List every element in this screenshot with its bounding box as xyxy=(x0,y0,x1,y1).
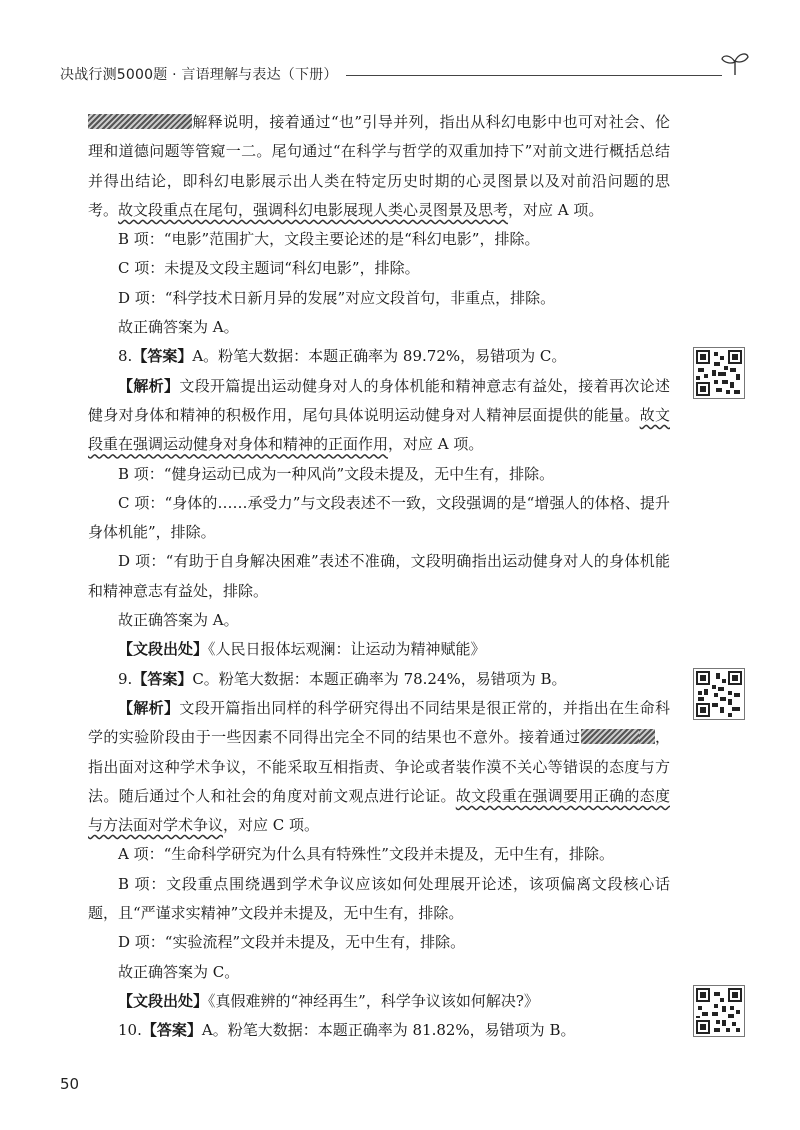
q9-answer: 9.【答案】C。粉笔大数据：本题正确率为 78.24%，易错项为 B。 xyxy=(118,669,567,688)
q8-option-d: D 项：“有助于自身解决困难”表述不准确，文段明确指出运动健身对人的身体机能和精神意志有益处，排除。 xyxy=(88,552,670,600)
qr-code-icon xyxy=(694,348,744,398)
q9-option-a: A 项：“生命科学研究为什么具有特殊性”文段并未提及，无中生有，排除。 xyxy=(118,845,614,864)
q9-option-b: B 项：文段重点围绕遇到学术争议应该如何处理展开论述，该项偏离文段核心话题，且“严谨求实精神”文段并未提及，无中生有，排除。 xyxy=(88,874,670,923)
q9-conclusion: 故正确答案为 C。 xyxy=(118,962,240,981)
q7-option-b: B 项：“电影”范围扩大，文段主要论述的是“科幻电影”，排除。 xyxy=(118,230,540,249)
qr-code-q10[interactable] xyxy=(693,985,745,1037)
smudged-text xyxy=(639,729,655,744)
q8-answer: 8.【答案】A。粉笔大数据：本题正确率为 89.72%，易错项为 C。 xyxy=(118,347,567,366)
q10-answer: 10.【答案】A。粉笔大数据：本题正确率为 81.82%，易错项为 B。 xyxy=(118,1021,576,1040)
q8-analysis: 【解析】文段开篇提出运动健身对人的身体机能和精神意志有益处，接着再次论述健身对身体和精神的积极作用，尾句具体说明运动健身对人精神层面提供的能量。故文段重在强调运动健身对身体和精神的正面作用，对应 A 项。 xyxy=(88,376,670,454)
qr-code-q9[interactable] xyxy=(693,668,745,720)
q8-source: 【文段出处】《人民日报体坛观澜：让运动为精神赋能》 xyxy=(118,640,486,659)
q8-option-c: C 项：“身体的……承受力”与文段表述不一致，文段强调的是“增强人的体格、提升身体机能”，排除。 xyxy=(88,493,670,542)
page-number: 50 xyxy=(60,1075,80,1093)
q9-analysis: 【解析】文段开篇指出同样的科学研究得出不同结果是很正常的，并指出在生命科学的实验阶段由于一些因素不同得出完全不同的结果也不意外。接着通过 ，指出面对这种学术争议，不能采取互相指责、争论或者装作漠不关心等错误的态度与方法。随后通过个人和社会的角度对前文观点进行论证。故文段重在强调要用正确的态度与方法面对学术争议，对应 C 项。 xyxy=(88,698,670,835)
q7-emphasis: 故文段重点在尾句，强调科幻电影展现人类心灵图景及思考 xyxy=(118,200,509,219)
sprout-icon xyxy=(720,50,750,76)
qr-code-icon xyxy=(694,669,744,719)
q8-conclusion: 故正确答案为 A。 xyxy=(118,611,239,630)
q7-analysis: 解释说明，接着通过“也”引导并列，指出从科幻电影中也可对社会、伦理和道德问题等管窥一二。尾句通过“在科学与哲学的双重加持下”对前文进行概括总结并得出结论，即科幻电影展示出人类在特定历史时期的心灵图景以及对前沿问题的思考。故文段重点在尾句，强调科幻电影展现人类心灵图景及思考，对应 A 项。 xyxy=(88,113,670,219)
smudged-text xyxy=(88,114,192,129)
smudged-text xyxy=(581,729,639,744)
book-title: 决战行测5000题 · 言语理解与表达（下册） xyxy=(60,64,346,84)
q7-option-c: C 项：未提及文段主题词“科幻电影”，排除。 xyxy=(118,259,420,278)
q7-conclusion: 故正确答案为 A。 xyxy=(118,318,239,337)
q7-option-d: D 项：“科学技术日新月异的发展”对应文段首句，非重点，排除。 xyxy=(118,288,556,307)
q9-emphasis: 故文段重在强调要用正确的态度与方法面对学术争议 xyxy=(88,786,670,835)
q9-source: 【文段出处】《真假难辨的“神经再生”，科学争议该如何解决?》 xyxy=(118,991,539,1010)
qr-code-icon xyxy=(694,986,744,1036)
q8-option-b: B 项：“健身运动已成为一种风尚”文段未提及，无中生有，排除。 xyxy=(118,464,555,483)
q9-option-d: D 项：“实验流程”文段并未提及，无中生有，排除。 xyxy=(118,933,466,952)
answer-content xyxy=(88,108,670,1046)
qr-code-q8[interactable] xyxy=(693,347,745,399)
q8-emphasis: 故文段重在强调运动健身对身体和精神的正面作用 xyxy=(88,405,670,454)
page-header xyxy=(60,58,750,88)
